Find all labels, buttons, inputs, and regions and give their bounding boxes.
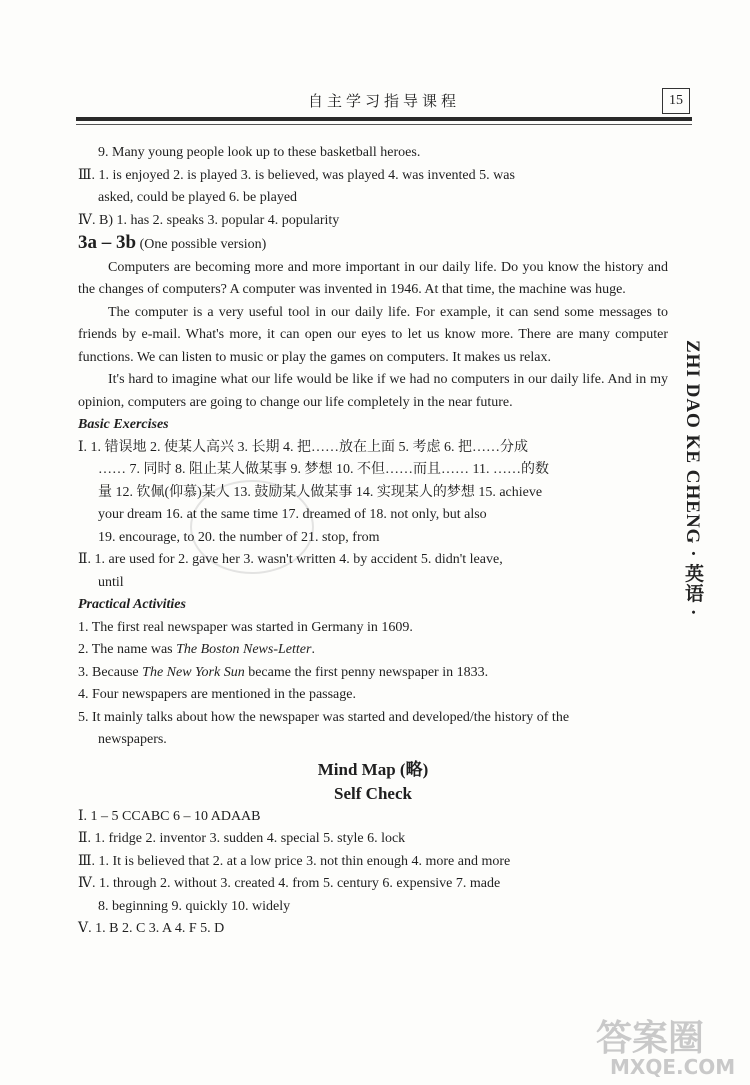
answer-line: Ⅳ. 1. through 2. without 3. created 4. from 5. century 6. expensive 7. made	[78, 876, 501, 891]
text: 2. The name was	[78, 642, 177, 657]
answer-line: 9. Many young people look up to these basketball heroes.	[98, 145, 421, 160]
header-rule-thin	[76, 124, 692, 125]
essay-paragraph: The computer is a very useful tool in our daily life. For example, it can send some messages to friends by e-mail. What's more, it can open our eyes to let us know more. There are many computer functions. We can listen to music or play the games on computers. It makes us relax.	[78, 304, 668, 365]
answer-line: 1. The first real newspaper was started in Germany in 1609.	[78, 619, 413, 635]
answer-line: Ⅲ. 1. is enjoyed 2. is played 3. is believed, was played 4. was invented 5. was	[78, 167, 515, 183]
answer-content	[78, 142, 668, 941]
mind-map-heading: Mind Map (略)	[317, 759, 429, 779]
answer-line: until	[98, 574, 124, 590]
answer-line: asked, could be played 6. be played	[98, 190, 298, 205]
text: .	[311, 642, 315, 657]
answer-line: 量 12. 钦佩(仰慕)某人 13. 鼓励某人做某事 14. 实现某人的梦想 15. achieve	[98, 484, 543, 500]
answer-line: 8. beginning 9. quickly 10. widely	[98, 898, 291, 914]
self-check-heading: Self Check	[334, 783, 412, 803]
practical-activities-heading: Practical Activities	[78, 597, 186, 612]
section-heading-3a-3b	[78, 232, 668, 257]
answer-line: Ⅰ. 1. 错误地 2. 使某人高兴 3. 长期 4. 把……放在上面 5. 考虑 6. 把……分成	[78, 439, 529, 455]
watermark-logo: 答案圈	[596, 1018, 705, 1059]
header-rule-thick	[76, 117, 692, 121]
watermark-url: MXQE.COM	[610, 1055, 736, 1079]
answer-line: Ⅲ. 1. It is believed that 2. at a low price 3. not thin enough 4. more and more	[78, 853, 511, 869]
answer-line: …… 7. 同时 8. 阻止某人做某事 9. 梦想 10. 不但……而且…… 11. ……的数	[98, 462, 549, 477]
page-number: 15	[662, 88, 690, 114]
section-note: (One possible version)	[139, 237, 267, 252]
text: 3. Because	[78, 664, 143, 680]
answer-line: Ⅴ. 1. B 2. C 3. A 4. F 5. D	[78, 921, 225, 936]
essay-paragraph: Computers are becoming more and more important in our daily life. Do you know the history and the changes of computers? A computer was invented in 1946. At that time, the machine was huge.	[78, 259, 668, 297]
essay-paragraph: It's hard to imagine what our life would be like if we had no computers in our daily life. And in my opinion, computers are going to change our life completely in the near future.	[78, 372, 668, 410]
answer-line: Ⅱ. 1. fridge 2. inventor 3. sudden 4. special 5. style 6. lock	[78, 831, 406, 846]
text: became the first penny newspaper in 1833.	[244, 664, 489, 680]
answer-line: 4. Four newspapers are mentioned in the passage.	[78, 687, 356, 702]
answer-line: Ⅰ. 1 – 5 CCABC 6 – 10 ADAAB	[78, 808, 261, 824]
newspaper-title: The New York Sun	[142, 664, 245, 680]
answer-line: Ⅳ. B) 1. has 2. speaks 3. popular 4. popularity	[78, 212, 340, 228]
answer-line: Ⅱ. 1. are used for 2. gave her 3. wasn't written 4. by accident 5. didn't leave,	[78, 552, 503, 567]
answer-line: your dream 16. at the same time 17. dreamed of 18. not only, but also	[98, 507, 487, 522]
side-vertical-text: ZHI DAO KE CHENG · 英语 ·	[682, 340, 703, 617]
answer-line: newspapers.	[98, 732, 167, 747]
answer-line	[78, 662, 668, 685]
header-title: 自主学习指导课程	[308, 92, 461, 110]
answer-line: 19. encourage, to 20. the number of 21. stop, from	[98, 529, 380, 545]
newspaper-title: The Boston News-Letter	[176, 642, 312, 657]
section-title: 3a – 3b	[78, 232, 137, 253]
basic-exercises-heading: Basic Exercises	[78, 417, 169, 432]
answer-line: 5. It mainly talks about how the newspaper was started and developed/the history of the	[78, 709, 570, 725]
answer-line	[78, 639, 668, 662]
